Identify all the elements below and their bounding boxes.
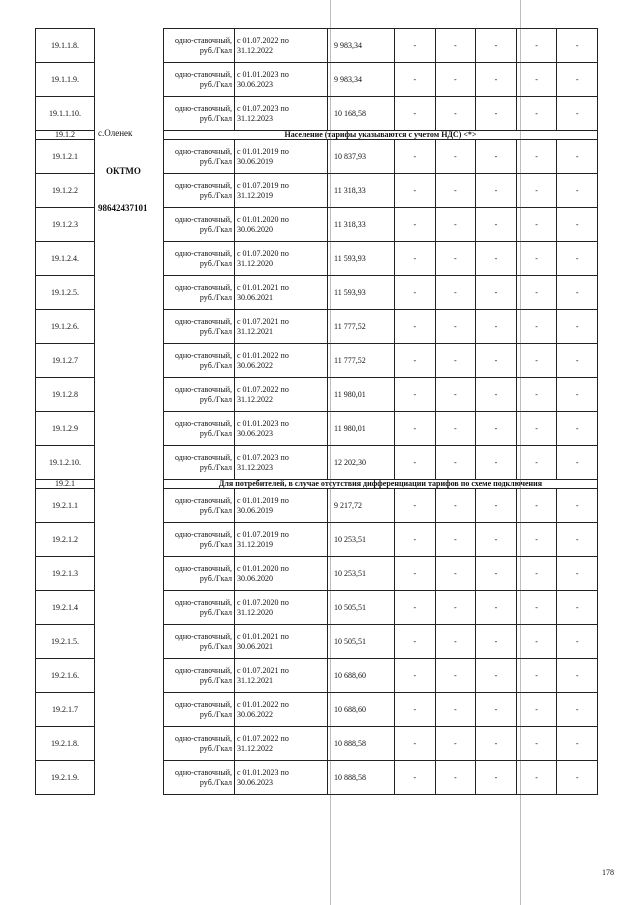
price-cell: 10 505,51 xyxy=(328,591,395,625)
empty-value-cell: - xyxy=(476,97,517,131)
locality-label: с.Оленек xyxy=(98,128,133,138)
period-cell: с 01.07.2022 по 31.12.2022 xyxy=(235,727,328,761)
period-cell: с 01.01.2020 по 30.06.2020 xyxy=(235,557,328,591)
empty-value-cell: - xyxy=(476,761,517,795)
section-code-cell: 19.2.1 xyxy=(36,480,95,489)
period-cell: с 01.01.2019 по 30.06.2019 xyxy=(235,140,328,174)
empty-value-cell: - xyxy=(557,97,598,131)
row-code-cell: 19.1.2.9 xyxy=(36,412,95,446)
empty-value-cell: - xyxy=(435,174,476,208)
empty-value-cell: - xyxy=(435,97,476,131)
tariff-row xyxy=(164,242,598,276)
empty-value-cell: - xyxy=(435,489,476,523)
empty-value-cell: - xyxy=(557,174,598,208)
empty-value-cell: - xyxy=(435,29,476,63)
empty-value-cell: - xyxy=(435,310,476,344)
empty-value-cell: - xyxy=(395,242,436,276)
row-code-cell: 19.1.2.6. xyxy=(36,310,95,344)
tariff-row xyxy=(164,63,598,97)
price-cell: 9 983,34 xyxy=(328,63,395,97)
empty-value-cell: - xyxy=(557,761,598,795)
rate-name-cell: одно-ставочный, руб./Гкал xyxy=(164,591,235,625)
empty-value-cell: - xyxy=(435,693,476,727)
empty-value-cell: - xyxy=(557,625,598,659)
empty-value-cell: - xyxy=(557,276,598,310)
empty-value-cell: - xyxy=(557,557,598,591)
row-code-cell: 19.1.2.1 xyxy=(36,140,95,174)
price-cell: 11 593,93 xyxy=(328,242,395,276)
period-cell: с 01.01.2021 по 30.06.2021 xyxy=(235,276,328,310)
price-cell: 10 168,58 xyxy=(328,97,395,131)
empty-value-cell: - xyxy=(557,591,598,625)
rate-name-cell: одно-ставочный, руб./Гкал xyxy=(164,446,235,480)
rate-name-cell: одно-ставочный, руб./Гкал xyxy=(164,659,235,693)
tariff-row xyxy=(164,276,598,310)
tariff-row xyxy=(164,29,598,63)
empty-value-cell: - xyxy=(435,446,476,480)
row-code-cell: 19.2.1.5. xyxy=(36,625,95,659)
empty-value-cell: - xyxy=(435,242,476,276)
page-number: 178 xyxy=(602,868,614,877)
empty-value-cell: - xyxy=(395,63,436,97)
empty-value-cell: - xyxy=(557,727,598,761)
empty-value-cell: - xyxy=(435,344,476,378)
empty-value-cell: - xyxy=(516,310,557,344)
tariff-row xyxy=(164,659,598,693)
period-cell: с 01.07.2019 по 31.12.2019 xyxy=(235,174,328,208)
period-cell: с 01.07.2020 по 31.12.2020 xyxy=(235,242,328,276)
tariff-row xyxy=(164,761,598,795)
row-code-cell: 19.1.2.5. xyxy=(36,276,95,310)
price-cell: 11 980,01 xyxy=(328,378,395,412)
rate-name-cell: одно-ставочный, руб./Гкал xyxy=(164,208,235,242)
empty-value-cell: - xyxy=(476,693,517,727)
tariff-row xyxy=(164,174,598,208)
empty-value-cell: - xyxy=(395,557,436,591)
tariff-row xyxy=(164,557,598,591)
rate-name-cell: одно-ставочный, руб./Гкал xyxy=(164,761,235,795)
empty-value-cell: - xyxy=(395,276,436,310)
rate-name-cell: одно-ставочный, руб./Гкал xyxy=(164,310,235,344)
empty-value-cell: - xyxy=(516,659,557,693)
empty-value-cell: - xyxy=(476,489,517,523)
empty-value-cell: - xyxy=(476,727,517,761)
tariff-row xyxy=(164,208,598,242)
row-code-cell: 19.2.1.9. xyxy=(36,761,95,795)
rate-name-cell: одно-ставочный, руб./Гкал xyxy=(164,412,235,446)
period-cell: с 01.07.2021 по 31.12.2021 xyxy=(235,659,328,693)
empty-value-cell: - xyxy=(516,140,557,174)
row-code-cell: 19.1.1.9. xyxy=(36,63,95,97)
empty-value-cell: - xyxy=(516,97,557,131)
empty-value-cell: - xyxy=(435,761,476,795)
row-code-cell: 19.2.1.7 xyxy=(36,693,95,727)
empty-value-cell: - xyxy=(395,208,436,242)
empty-value-cell: - xyxy=(516,276,557,310)
empty-value-cell: - xyxy=(476,174,517,208)
empty-value-cell: - xyxy=(557,29,598,63)
price-cell: 9 983,34 xyxy=(328,29,395,63)
empty-value-cell: - xyxy=(516,344,557,378)
rate-name-cell: одно-ставочный, руб./Гкал xyxy=(164,489,235,523)
row-code-cell: 19.2.1.8. xyxy=(36,727,95,761)
empty-value-cell: - xyxy=(476,378,517,412)
rate-name-cell: одно-ставочный, руб./Гкал xyxy=(164,140,235,174)
empty-value-cell: - xyxy=(395,693,436,727)
empty-value-cell: - xyxy=(435,276,476,310)
period-cell: с 01.01.2019 по 30.06.2019 xyxy=(235,489,328,523)
price-cell: 11 777,52 xyxy=(328,310,395,344)
empty-value-cell: - xyxy=(476,591,517,625)
empty-value-cell: - xyxy=(395,29,436,63)
empty-value-cell: - xyxy=(516,446,557,480)
rate-name-cell: одно-ставочный, руб./Гкал xyxy=(164,557,235,591)
empty-value-cell: - xyxy=(516,29,557,63)
empty-value-cell: - xyxy=(395,412,436,446)
empty-value-cell: - xyxy=(557,659,598,693)
empty-value-cell: - xyxy=(395,344,436,378)
empty-value-cell: - xyxy=(557,242,598,276)
empty-value-cell: - xyxy=(476,412,517,446)
row-code-cell: 19.2.1.2 xyxy=(36,523,95,557)
empty-value-cell: - xyxy=(435,625,476,659)
tariff-row xyxy=(164,310,598,344)
row-code-cell: 19.1.1.8. xyxy=(36,29,95,63)
empty-value-cell: - xyxy=(476,446,517,480)
empty-value-cell: - xyxy=(395,489,436,523)
row-code-cell: 19.1.2.4. xyxy=(36,242,95,276)
empty-value-cell: - xyxy=(435,63,476,97)
empty-value-cell: - xyxy=(435,208,476,242)
rate-name-cell: одно-ставочный, руб./Гкал xyxy=(164,276,235,310)
empty-value-cell: - xyxy=(476,140,517,174)
empty-value-cell: - xyxy=(395,378,436,412)
rate-name-cell: одно-ставочный, руб./Гкал xyxy=(164,727,235,761)
period-cell: с 01.01.2020 по 30.06.2020 xyxy=(235,208,328,242)
empty-value-cell: - xyxy=(476,523,517,557)
empty-value-cell: - xyxy=(476,557,517,591)
period-cell: с 01.01.2023 по 30.06.2023 xyxy=(235,412,328,446)
row-code-cell: 19.2.1.4 xyxy=(36,591,95,625)
empty-value-cell: - xyxy=(395,140,436,174)
scan-line xyxy=(330,0,331,905)
empty-value-cell: - xyxy=(516,489,557,523)
tariff-row xyxy=(164,412,598,446)
price-cell: 11 593,93 xyxy=(328,276,395,310)
rate-name-cell: одно-ставочный, руб./Гкал xyxy=(164,344,235,378)
row-code-cell: 19.2.1.3 xyxy=(36,557,95,591)
tariff-row xyxy=(164,591,598,625)
empty-value-cell: - xyxy=(557,446,598,480)
empty-value-cell: - xyxy=(557,208,598,242)
locality-column xyxy=(96,28,160,850)
rate-name-cell: одно-ставочный, руб./Гкал xyxy=(164,523,235,557)
row-code-cell: 19.1.2.8 xyxy=(36,378,95,412)
section-title: Население (тарифы указываются с учетом НДС) <*> xyxy=(164,131,598,140)
empty-value-cell: - xyxy=(476,659,517,693)
empty-value-cell: - xyxy=(516,727,557,761)
price-cell: 10 888,58 xyxy=(328,761,395,795)
left-code-column xyxy=(35,28,95,795)
empty-value-cell: - xyxy=(435,557,476,591)
empty-value-cell: - xyxy=(395,761,436,795)
empty-value-cell: - xyxy=(395,446,436,480)
empty-value-cell: - xyxy=(557,523,598,557)
price-cell: 11 318,33 xyxy=(328,174,395,208)
empty-value-cell: - xyxy=(435,523,476,557)
price-cell: 10 505,51 xyxy=(328,625,395,659)
empty-value-cell: - xyxy=(557,310,598,344)
rate-name-cell: одно-ставочный, руб./Гкал xyxy=(164,693,235,727)
empty-value-cell: - xyxy=(516,625,557,659)
period-cell: с 01.07.2020 по 31.12.2020 xyxy=(235,591,328,625)
empty-value-cell: - xyxy=(435,412,476,446)
empty-value-cell: - xyxy=(476,208,517,242)
rate-name-cell: одно-ставочный, руб./Гкал xyxy=(164,174,235,208)
empty-value-cell: - xyxy=(516,378,557,412)
empty-value-cell: - xyxy=(516,557,557,591)
empty-value-cell: - xyxy=(395,174,436,208)
empty-value-cell: - xyxy=(557,378,598,412)
empty-value-cell: - xyxy=(516,412,557,446)
empty-value-cell: - xyxy=(395,310,436,344)
empty-value-cell: - xyxy=(435,591,476,625)
tariff-row xyxy=(164,727,598,761)
empty-value-cell: - xyxy=(516,523,557,557)
price-cell: 10 837,93 xyxy=(328,140,395,174)
tariff-row xyxy=(164,489,598,523)
price-cell: 11 318,33 xyxy=(328,208,395,242)
empty-value-cell: - xyxy=(516,208,557,242)
empty-value-cell: - xyxy=(476,310,517,344)
scan-line xyxy=(520,0,521,905)
empty-value-cell: - xyxy=(476,29,517,63)
period-cell: с 01.01.2021 по 30.06.2021 xyxy=(235,625,328,659)
row-code-cell: 19.1.2.3 xyxy=(36,208,95,242)
empty-value-cell: - xyxy=(516,63,557,97)
oktmo-code: 98642437101 xyxy=(98,203,148,213)
empty-value-cell: - xyxy=(557,140,598,174)
price-cell: 12 202,30 xyxy=(328,446,395,480)
empty-value-cell: - xyxy=(395,523,436,557)
empty-value-cell: - xyxy=(395,659,436,693)
empty-value-cell: - xyxy=(557,693,598,727)
tariff-row xyxy=(164,97,598,131)
empty-value-cell: - xyxy=(476,242,517,276)
period-cell: с 01.07.2023 по 31.12.2023 xyxy=(235,446,328,480)
tariff-row xyxy=(164,140,598,174)
empty-value-cell: - xyxy=(395,625,436,659)
empty-value-cell: - xyxy=(557,63,598,97)
tariff-row xyxy=(164,344,598,378)
tariff-row xyxy=(164,625,598,659)
empty-value-cell: - xyxy=(395,591,436,625)
rate-name-cell: одно-ставочный, руб./Гкал xyxy=(164,378,235,412)
price-cell: 9 217,72 xyxy=(328,489,395,523)
empty-value-cell: - xyxy=(476,63,517,97)
empty-value-cell: - xyxy=(557,344,598,378)
empty-value-cell: - xyxy=(516,242,557,276)
empty-value-cell: - xyxy=(435,659,476,693)
rate-name-cell: одно-ставочный, руб./Гкал xyxy=(164,63,235,97)
price-cell: 10 253,51 xyxy=(328,523,395,557)
empty-value-cell: - xyxy=(516,174,557,208)
empty-value-cell: - xyxy=(435,378,476,412)
row-code-cell: 19.1.2.2 xyxy=(36,174,95,208)
section-code-cell: 19.1.2 xyxy=(36,131,95,140)
price-cell: 10 253,51 xyxy=(328,557,395,591)
empty-value-cell: - xyxy=(395,727,436,761)
row-code-cell: 19.1.2.7 xyxy=(36,344,95,378)
period-cell: с 01.01.2022 по 30.06.2022 xyxy=(235,693,328,727)
row-code-cell: 19.2.1.6. xyxy=(36,659,95,693)
empty-value-cell: - xyxy=(476,344,517,378)
period-cell: с 01.07.2022 по 31.12.2022 xyxy=(235,378,328,412)
tariff-row xyxy=(164,693,598,727)
period-cell: с 01.07.2023 по 31.12.2023 xyxy=(235,97,328,131)
tariff-table xyxy=(163,28,598,795)
period-cell: с 01.01.2023 по 30.06.2023 xyxy=(235,761,328,795)
period-cell: с 01.07.2022 по 31.12.2022 xyxy=(235,29,328,63)
row-code-cell: 19.2.1.1 xyxy=(36,489,95,523)
period-cell: с 01.07.2021 по 31.12.2021 xyxy=(235,310,328,344)
price-cell: 11 980,01 xyxy=(328,412,395,446)
row-code-cell: 19.1.2.10. xyxy=(36,446,95,480)
rate-name-cell: одно-ставочный, руб./Гкал xyxy=(164,625,235,659)
price-cell: 10 888,58 xyxy=(328,727,395,761)
empty-value-cell: - xyxy=(516,693,557,727)
tariff-row xyxy=(164,523,598,557)
price-cell: 10 688,60 xyxy=(328,693,395,727)
row-code-cell: 19.1.1.10. xyxy=(36,97,95,131)
empty-value-cell: - xyxy=(557,412,598,446)
tariff-row xyxy=(164,446,598,480)
empty-value-cell: - xyxy=(395,97,436,131)
rate-name-cell: одно-ставочный, руб./Гкал xyxy=(164,242,235,276)
price-cell: 11 777,52 xyxy=(328,344,395,378)
rate-name-cell: одно-ставочный, руб./Гкал xyxy=(164,97,235,131)
period-cell: с 01.01.2023 по 30.06.2023 xyxy=(235,63,328,97)
empty-value-cell: - xyxy=(476,276,517,310)
empty-value-cell: - xyxy=(435,727,476,761)
empty-value-cell: - xyxy=(435,140,476,174)
empty-value-cell: - xyxy=(557,489,598,523)
price-cell: 10 688,60 xyxy=(328,659,395,693)
section-title: Для потребителей, в случае отсутствия дифференциации тарифов по схеме подключения xyxy=(164,480,598,489)
oktmo-label: ОКТМО xyxy=(106,166,141,176)
empty-value-cell: - xyxy=(516,761,557,795)
rate-name-cell: одно-ставочный, руб./Гкал xyxy=(164,29,235,63)
empty-value-cell: - xyxy=(476,625,517,659)
empty-value-cell: - xyxy=(516,591,557,625)
period-cell: с 01.07.2019 по 31.12.2019 xyxy=(235,523,328,557)
period-cell: с 01.01.2022 по 30.06.2022 xyxy=(235,344,328,378)
tariff-row xyxy=(164,378,598,412)
